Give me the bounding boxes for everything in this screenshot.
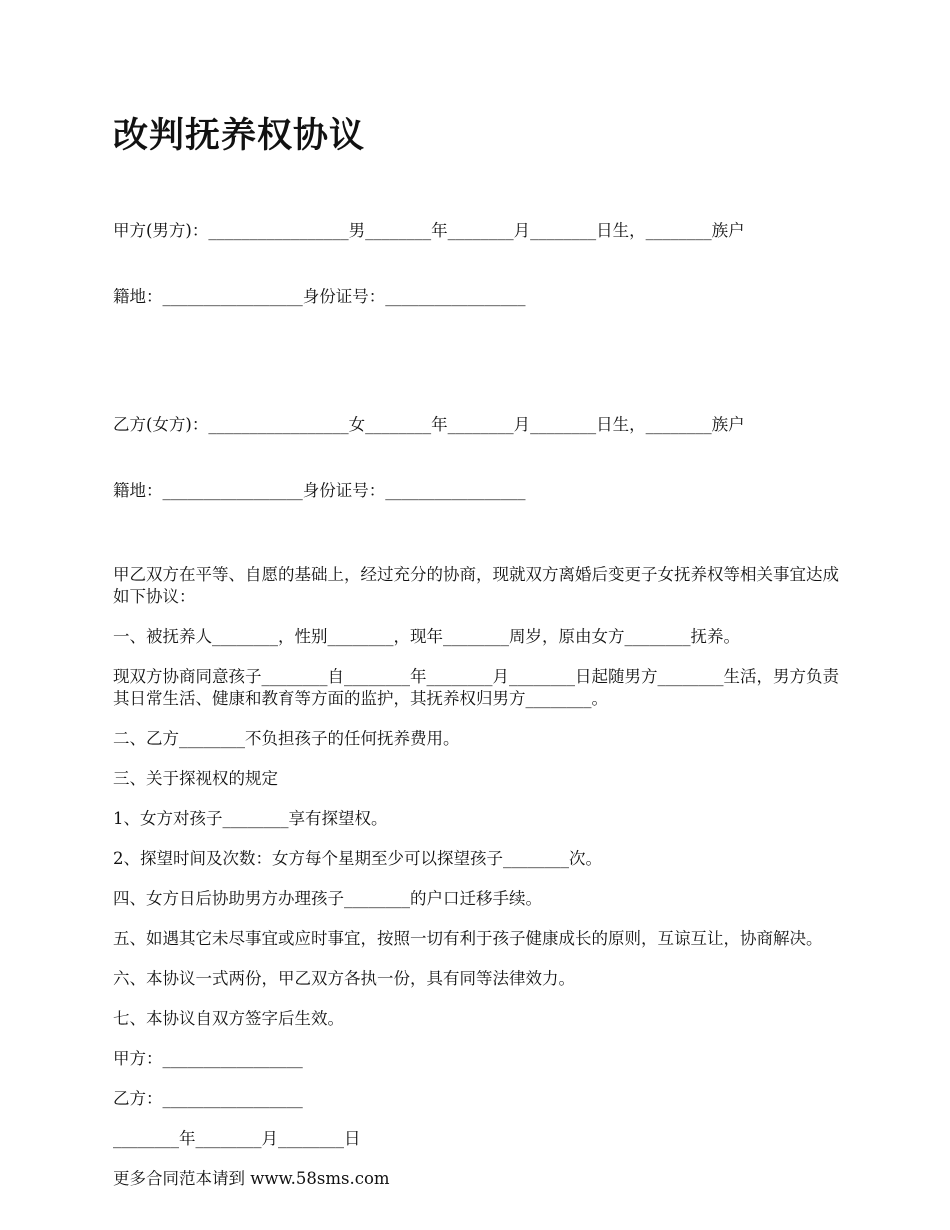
document-title: 改判抚养权协议 [113,115,366,156]
clause-1: 一、被抚养人________，性别________，现年________周岁，原由女方________抚养。 [113,627,740,646]
clause-2: 二、乙方________不负担孩子的任何抚养费用。 [113,729,460,748]
signing-date: ________年________月________日 [113,1129,361,1148]
signature-party-a: 甲方：_________________ [113,1049,303,1068]
clause-1-detail: 现双方协商同意孩子________自________年________月________日起随男方________生活，男方负责其日常生活、健康和教育等方面的监护，其抚养权归男方________。 [113,667,839,708]
party-b-info [113,370,853,546]
party-b-line-2: 籍地：_________________身份证号：_________________ [113,481,526,500]
preamble-paragraph: 甲乙双方在平等、自愿的基础上，经过充分的协商，现就双方离婚后变更子女抚养权等相关事宜达成如下协议： [113,565,839,606]
party-b-line-1: 乙方(女方)：_________________女________年________月________日生，________族户 [113,415,745,434]
clause-4: 四、女方日后协助男方办理孩子________的户口迁移手续。 [113,889,542,908]
clause-3-heading: 三、关于探视权的规定 [113,769,278,788]
party-a-line-1: 甲方(男方)：_________________男________年________月________日生，________族户 [113,221,745,240]
clause-5: 五、如遇其它未尽事宜或应时事宜，按照一切有利于孩子健康成长的原则，互谅互让，协商解决。 [113,929,823,948]
signature-party-b: 乙方：_________________ [113,1089,303,1108]
party-a-line-2: 籍地：_________________身份证号：_________________ [113,287,526,306]
party-a-info [113,176,853,352]
clause-3-item-1: 1、女方对孩子________享有探望权。 [113,809,388,828]
clause-3-item-2: 2、探望时间及次数：女方每个星期至少可以探望孩子________次。 [113,849,602,868]
document-page [113,110,853,1208]
footer-link-text: 更多合同范本请到 www.58sms.com [113,1169,390,1188]
clause-7: 七、本协议自双方签字后生效。 [113,1009,344,1028]
clause-6: 六、本协议一式两份，甲乙双方各执一份，具有同等法律效力。 [113,969,575,988]
